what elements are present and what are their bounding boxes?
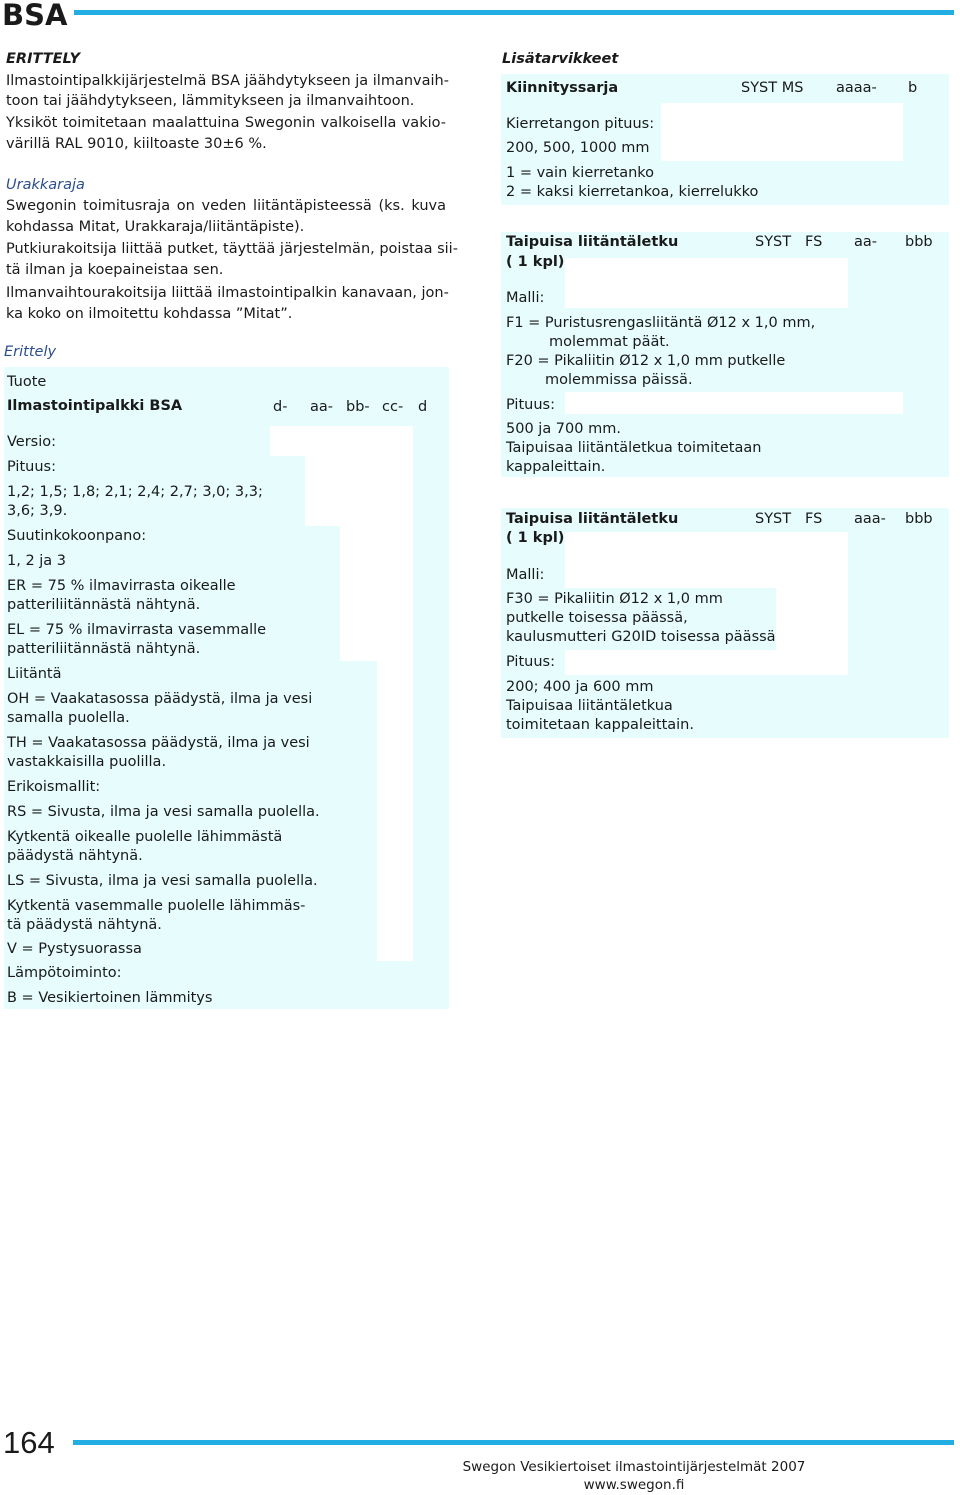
letku2-pituus-2: Taipuisaa liitäntäletkua: [506, 698, 673, 714]
website-url: www.swegon.fi: [583, 1477, 685, 1493]
letku2-part-1: aaa-: [854, 511, 886, 527]
code-part-2: aa-: [310, 399, 334, 415]
product-name: Ilmastointipalkki BSA: [7, 398, 183, 414]
code-part-1: d-: [273, 399, 288, 415]
letku2-code-1: SYST: [755, 511, 792, 527]
letku1-name: Taipuisa liitäntäletku: [506, 234, 679, 250]
intro-line-4: värillä RAL 9010, kiiltoaste 30±6 %.: [6, 136, 267, 152]
letku2-code-2: FS: [805, 511, 823, 527]
v-line: V = Pystysuorassa: [7, 941, 142, 957]
er-line-1: ER = 75 % ilmavirrasta oikealle: [7, 578, 236, 594]
intro-line-1: Ilmastointipalkkijärjestelmä BSA jäähdytykseen ja ilmanvaih-: [6, 73, 449, 89]
kiinnitys-part-2: b: [908, 80, 918, 96]
letku2-notch: [565, 532, 848, 558]
letku1-notch: [753, 258, 848, 280]
f1-line-2: molemmat päät.: [549, 334, 670, 350]
pituus-values-1: 1,2; 1,5; 1,8; 2,1; 2,4; 2,7; 3,0; 3,3;: [7, 484, 263, 500]
th-line-1: TH = Vaakatasossa päädystä, ilma ja vesi: [7, 735, 310, 751]
oh-line-2: samalla puolella.: [7, 710, 130, 726]
code-part-5: d: [418, 399, 428, 415]
publication-name: Swegon Vesikiertoiset ilmastointijärjestelmät 2007: [462, 1459, 806, 1475]
pituus-values-2: 3,6; 3,9.: [7, 503, 68, 519]
er-line-2: patteriliitännästä nähtynä.: [7, 597, 201, 613]
letku2-notch: [565, 558, 848, 588]
th-line-2: vastakkaisilla puolilla.: [7, 754, 167, 770]
urakkaraja-line-1: Swegonin toimitusraja on veden liitäntäpisteessä (ks. kuva: [6, 198, 446, 214]
suutin-label: Suutinkokoonpano:: [7, 528, 147, 544]
kiinnitys-notch: [661, 103, 903, 161]
tuote-label: Tuote: [7, 374, 47, 390]
urakkaraja-line-4: tä ilman ja koepaineistaa sen.: [6, 262, 224, 278]
erittely-heading: ERITTELY: [6, 51, 80, 67]
liitanta-label: Liitäntä: [7, 666, 62, 682]
erittely2-heading: Erittely: [4, 344, 57, 360]
intro-line-3: Yksiköt toimitetaan maalattuina Swegonin valkoisella vakio-: [6, 115, 446, 131]
tanko-label: Kierretangon pituus:: [506, 116, 655, 132]
letku2-notch: [776, 588, 848, 650]
letku2-name: Taipuisa liitäntäletku: [506, 511, 679, 527]
oh-line-1: OH = Vaakatasossa päädystä, ilma ja vesi: [7, 691, 313, 707]
urakkaraja-line-5: Ilmanvaihtourakoitsija liittää ilmastointipalkin kanavaan, jon-: [6, 285, 449, 301]
letku1-pituus-1: 500 ja 700 mm.: [506, 421, 621, 437]
kiinnitys-name: Kiinnityssarja: [506, 80, 619, 96]
f30-line-2: putkelle toisessa päässä,: [506, 610, 688, 626]
rs-detail-1: Kytkentä oikealle puolelle lähimmästä: [7, 829, 283, 845]
letku2-pituus-1: 200; 400 ja 600 mm: [506, 679, 654, 695]
ls-detail-2: tä päädystä nähtynä.: [7, 917, 162, 933]
footer-rule: [73, 1440, 954, 1445]
f20-line-1: F20 = Pikaliitin Ø12 x 1,0 mm putkelle: [506, 353, 786, 369]
kiinnitys-option-2: 2 = kaksi kierretankoa, kierrelukko: [506, 184, 759, 200]
letku2-pituus-3: toimitetaan kappaleittain.: [506, 717, 694, 733]
letku1-notch: [565, 280, 848, 308]
letku2-pituus-label: Pituus:: [506, 654, 555, 670]
f30-line-3: kaulusmutteri G20ID toisessa päässä: [506, 629, 776, 645]
rs-line: RS = Sivusta, ilma ja vesi samalla puolella.: [7, 804, 320, 820]
f20-line-2: molemmissa päissä.: [545, 372, 693, 388]
urakkaraja-line-3: Putkiurakoitsija liittää putket, täyttää järjestelmän, poistaa sii-: [6, 241, 458, 257]
header-rule: [74, 10, 954, 15]
letku2-part-2: bbb: [905, 511, 933, 527]
code-part-3: bb-: [346, 399, 370, 415]
letku1-pituus-2: Taipuisaa liitäntäletkua toimitetaan: [506, 440, 762, 456]
f1-line-1: F1 = Puristusrengasliitäntä Ø12 x 1,0 mm,: [506, 315, 816, 331]
kiinnitys-option-1: 1 = vain kierretanko: [506, 165, 655, 181]
lampo-label: Lämpötoiminto:: [7, 965, 122, 981]
page-number: 164: [3, 1425, 55, 1460]
ls-line: LS = Sivusta, ilma ja vesi samalla puolella.: [7, 873, 318, 889]
letku1-code-1: SYST: [755, 234, 792, 250]
letku1-part-1: aa-: [854, 234, 878, 250]
spec-panel-notch: [377, 661, 413, 961]
suutin-values: 1, 2 ja 3: [7, 553, 67, 569]
rs-detail-2: päädystä nähtynä.: [7, 848, 143, 864]
intro-line-2: toon tai jäähdytykseen, lämmitykseen ja ilmanvaihtoon.: [6, 93, 415, 109]
page-title: BSA: [2, 0, 68, 32]
lisatarvikkeet-heading: Lisätarvikkeet: [502, 51, 619, 67]
ls-detail-1: Kytkentä vasemmalle puolelle lähimmäs-: [7, 898, 306, 914]
el-line-1: EL = 75 % ilmavirrasta vasemmalle: [7, 622, 267, 638]
b-line: B = Vesikiertoinen lämmitys: [7, 990, 213, 1006]
urakkaraja-line-6: ka koko on ilmoitettu kohdassa ”Mitat”.: [6, 306, 293, 322]
letku1-pituus-label: Pituus:: [506, 397, 555, 413]
letku1-notch: [565, 258, 753, 280]
kiinnitys-part-1: aaaa-: [836, 80, 877, 96]
letku2-notch: [565, 650, 848, 675]
letku2-malli-label: Malli:: [506, 567, 545, 583]
kiinnitys-code: SYST MS: [741, 80, 804, 96]
spec-panel-col: [413, 426, 449, 1009]
letku1-part-2: bbb: [905, 234, 933, 250]
letku1-code-2: FS: [805, 234, 823, 250]
code-part-4: cc-: [382, 399, 404, 415]
tanko-values: 200, 500, 1000 mm: [506, 140, 650, 156]
pituus-label: Pituus:: [7, 459, 56, 475]
letku1-notch: [565, 392, 903, 414]
letku1-pituus-3: kappaleittain.: [506, 459, 606, 475]
letku2-qty: ( 1 kpl): [506, 530, 565, 546]
letku1-qty: ( 1 kpl): [506, 254, 565, 270]
versio-label: Versio:: [7, 434, 57, 450]
urakkaraja-heading: Urakkaraja: [6, 177, 85, 193]
urakkaraja-line-2: kohdassa Mitat, Urakkaraja/liitäntäpiste).: [6, 219, 305, 235]
f30-line-1: F30 = Pikaliitin Ø12 x 1,0 mm: [506, 591, 723, 607]
erikois-label: Erikoismallit:: [7, 779, 101, 795]
el-line-2: patteriliitännästä nähtynä.: [7, 641, 201, 657]
letku1-malli-label: Malli:: [506, 290, 545, 306]
